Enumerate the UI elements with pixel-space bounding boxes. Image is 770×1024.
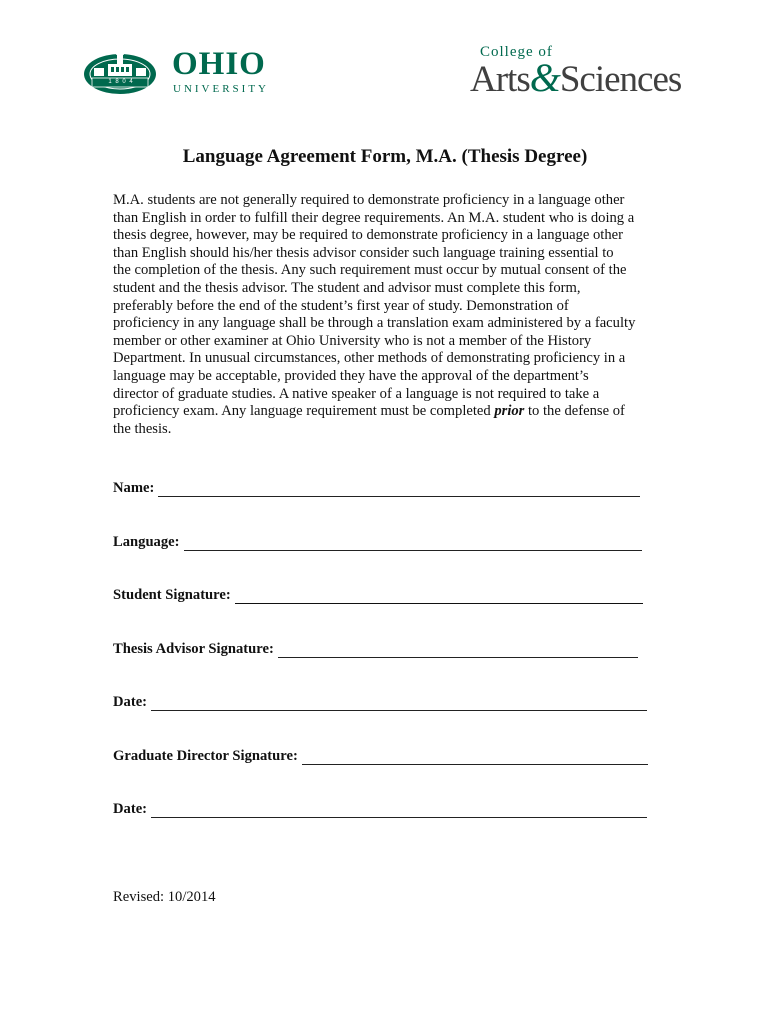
emphasis-prior: prior bbox=[494, 403, 525, 420]
arts-sciences-logo bbox=[468, 40, 698, 110]
language-label: Language: bbox=[113, 534, 180, 550]
paragraph-line: member or other examiner at Ohio University who is not a member of the History bbox=[113, 332, 592, 349]
paragraph-line: thesis degree, however, may be required to demonstrate proficiency in a language other bbox=[113, 227, 623, 244]
paragraph-line: than English should his/her thesis advisor consider such language training essential to bbox=[113, 244, 614, 261]
paragraph-line: the completion of the thesis. Any such requirement must occur by mutual consent of the bbox=[113, 262, 627, 279]
arts-word: Arts bbox=[470, 59, 530, 100]
revision-note: Revised: 10/2014 bbox=[113, 889, 216, 905]
date-input-line-2[interactable] bbox=[151, 803, 647, 818]
date-input-line-1[interactable] bbox=[151, 696, 647, 711]
advisor-signature-field[interactable] bbox=[113, 641, 638, 658]
ampersand-glyph: & bbox=[529, 55, 560, 100]
advisor-signature-line[interactable] bbox=[278, 643, 638, 658]
name-input-line[interactable] bbox=[158, 482, 640, 497]
date-field-2[interactable] bbox=[113, 801, 647, 818]
text-segment: proficiency exam. Any language requirement must be completed bbox=[113, 403, 495, 420]
date-label-1: Date: bbox=[113, 694, 148, 710]
student-signature-field[interactable] bbox=[113, 587, 643, 604]
paragraph-line bbox=[113, 403, 658, 421]
college-of-label: College of bbox=[480, 44, 553, 60]
paragraph-line: director of graduate studies. A native speaker of a language is not required to take a bbox=[113, 385, 600, 402]
date-label-2: Date: bbox=[113, 801, 148, 817]
ohio-university-logo bbox=[82, 44, 272, 100]
paragraph-line: M.A. students are not generally required to demonstrate proficiency in a language other bbox=[113, 192, 625, 208]
paragraph-line: Department. In unusual circumstances, other methods of demonstrating proficiency in a bbox=[113, 350, 626, 367]
form-title: Language Agreement Form, M.A. (Thesis Degree) bbox=[182, 146, 588, 167]
language-field[interactable] bbox=[113, 534, 642, 551]
university-seal-icon bbox=[82, 46, 158, 96]
arts-sciences-wordmark bbox=[470, 55, 682, 100]
paragraph-line: the thesis. bbox=[113, 420, 172, 437]
director-signature-line[interactable] bbox=[302, 750, 648, 765]
student-signature-line[interactable] bbox=[235, 589, 643, 604]
paragraph-line: student and the thesis advisor. The student and advisor must complete this form, bbox=[113, 279, 581, 296]
director-signature-field[interactable] bbox=[113, 748, 648, 765]
director-signature-label: Graduate Director Signature: bbox=[113, 748, 298, 764]
seal-year: 1 8 0 4 bbox=[108, 79, 134, 85]
paragraph-line: preferably before the end of the student’s first year of study. Demonstration of bbox=[113, 297, 569, 314]
instructions-paragraph bbox=[113, 192, 658, 438]
sciences-word: Sciences bbox=[559, 59, 682, 100]
paragraph-line: proficiency in any language shall be through a translation exam administered by a faculty bbox=[113, 315, 636, 332]
paragraph-line: language may be acceptable, provided they have the approval of the department’s bbox=[113, 367, 589, 384]
name-field[interactable] bbox=[113, 480, 640, 497]
university-wordmark: UNIVERSITY bbox=[173, 83, 269, 95]
date-field-1[interactable] bbox=[113, 694, 647, 711]
text-segment: to the defense of bbox=[524, 403, 625, 420]
advisor-signature-label: Thesis Advisor Signature: bbox=[113, 641, 274, 657]
language-input-line[interactable] bbox=[184, 536, 642, 551]
student-signature-label: Student Signature: bbox=[113, 587, 231, 603]
paragraph-line: than English in order to fulfill their degree requirements. An M.A. student who is doing a bbox=[113, 209, 635, 226]
name-label: Name: bbox=[113, 480, 155, 496]
ohio-wordmark: OHIO bbox=[172, 46, 266, 82]
